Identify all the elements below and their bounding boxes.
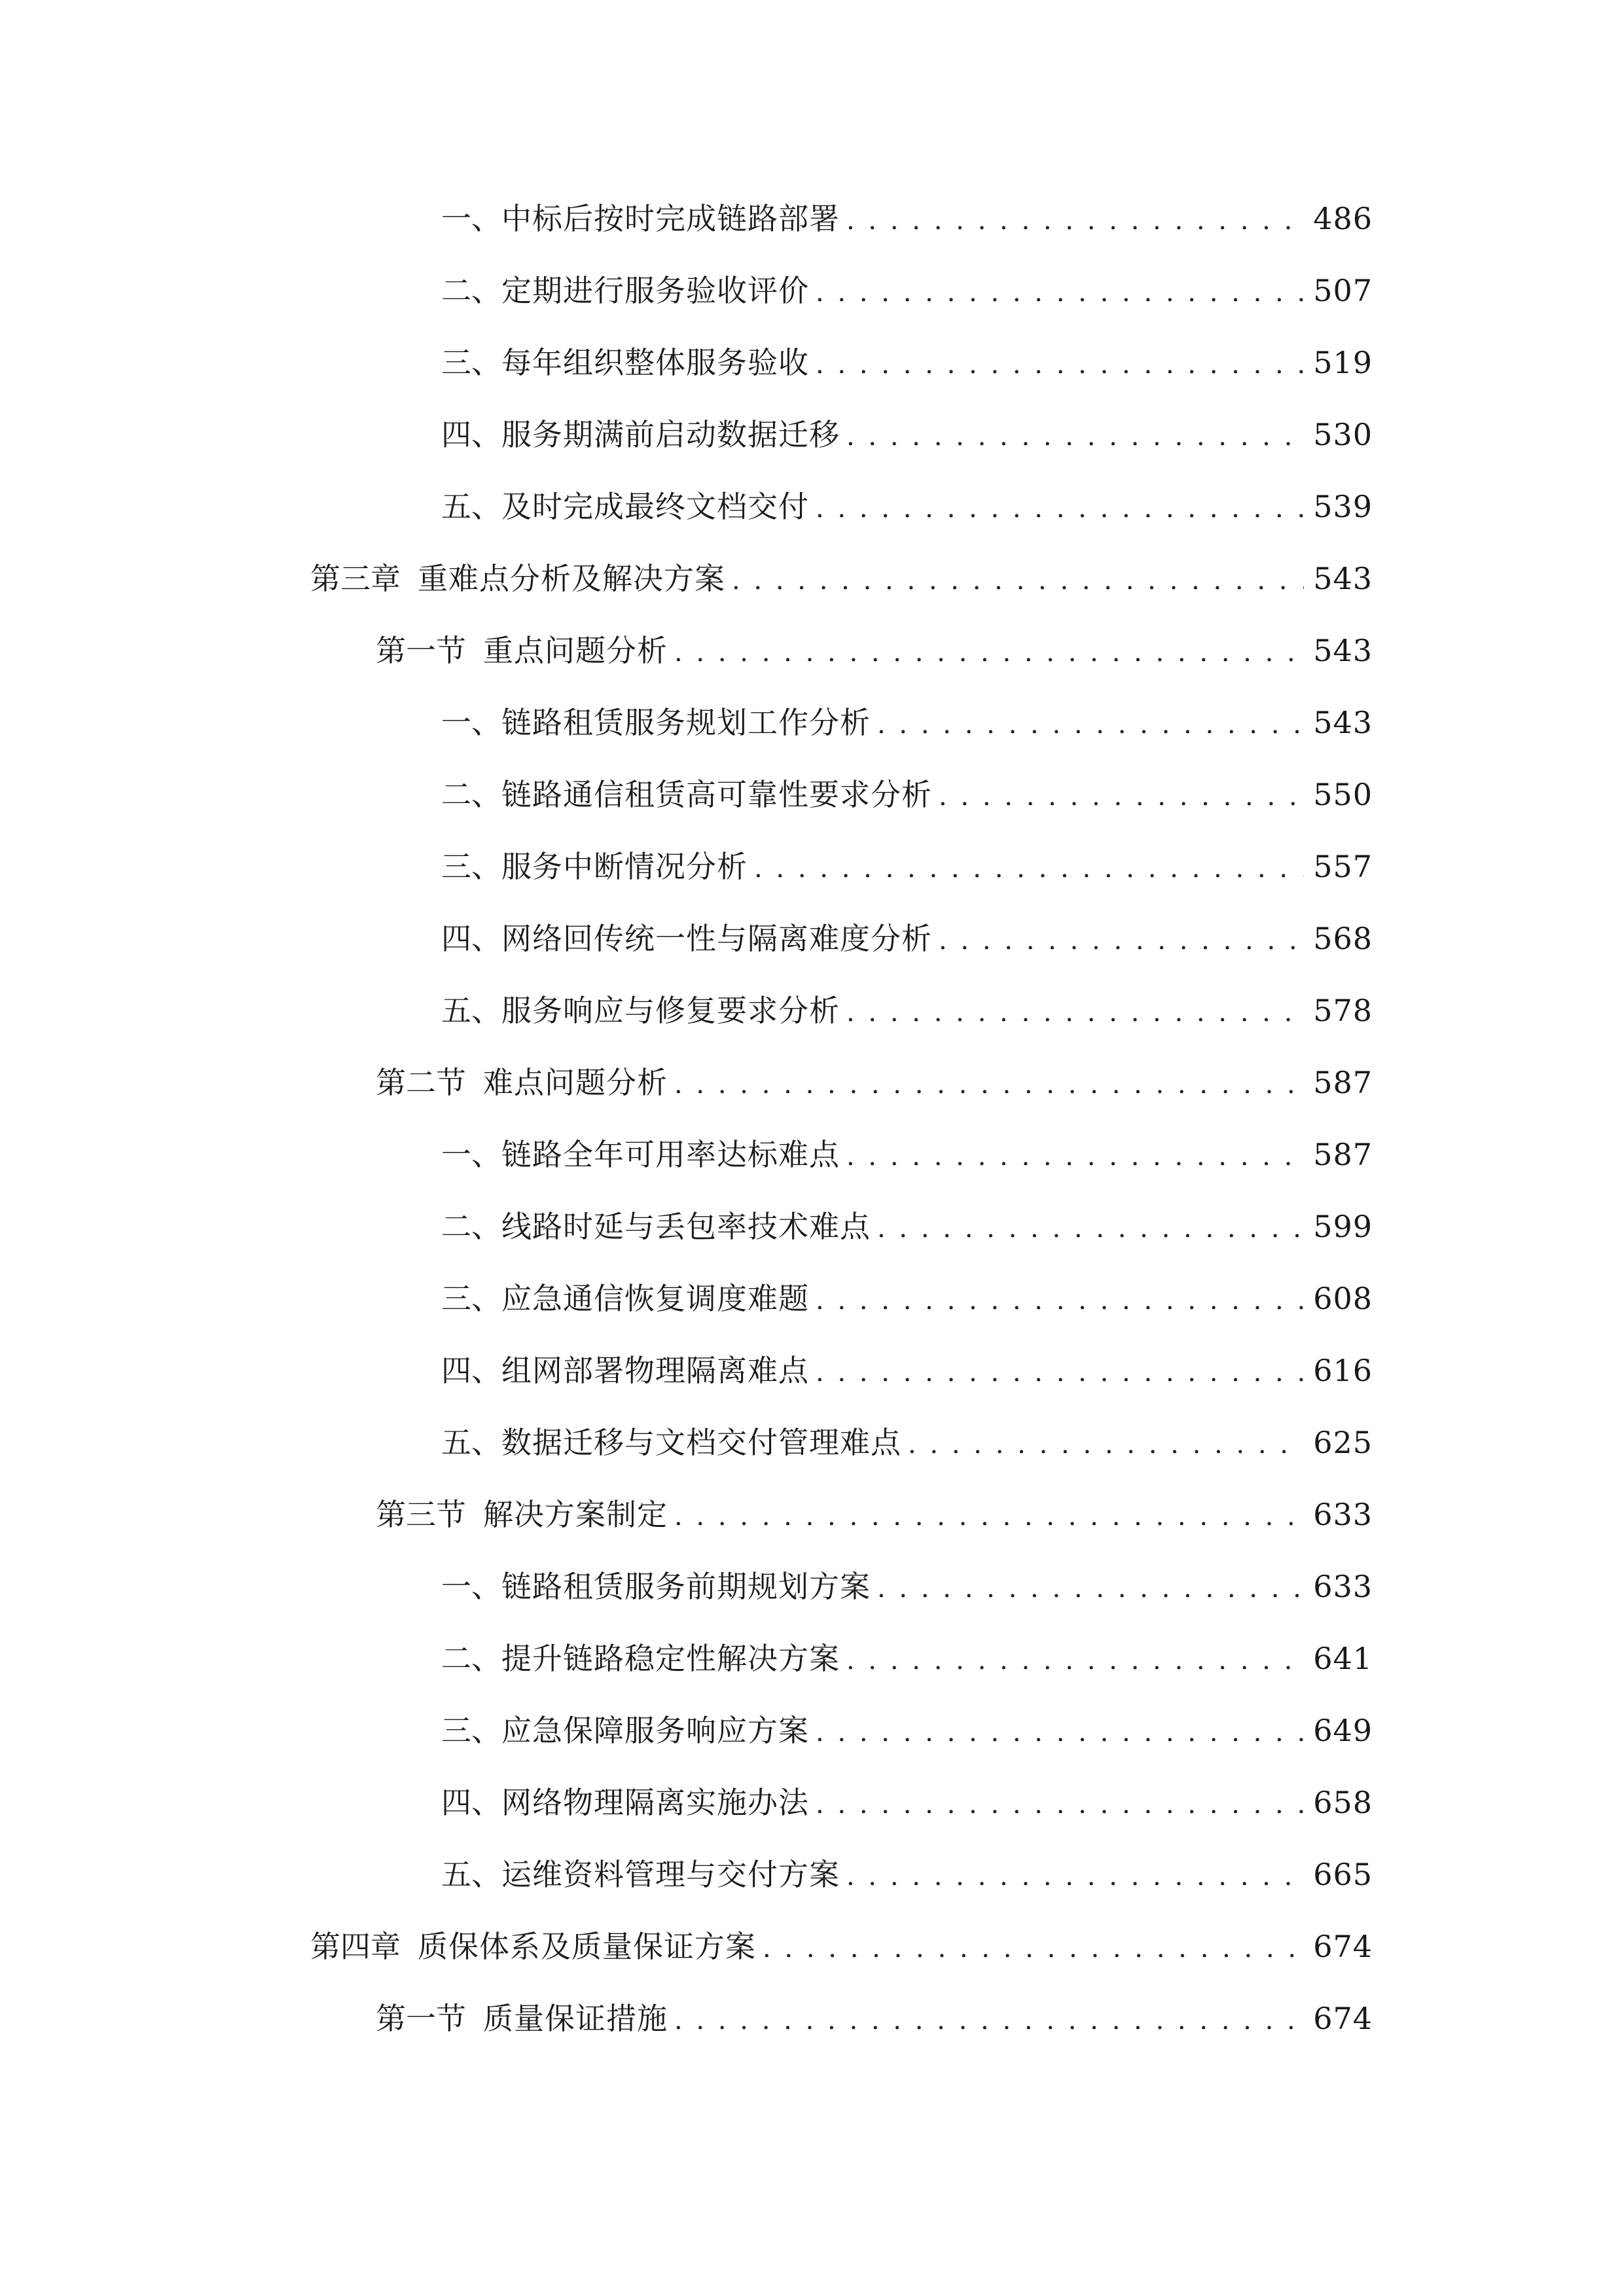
toc-entry-number: 三、 (441, 345, 501, 380)
toc-entry-item[interactable] (441, 1270, 1373, 1327)
toc-entry-number: 五、 (441, 993, 501, 1028)
toc-entry-section[interactable] (376, 1486, 1373, 1543)
toc-entry-title: 应急保障服务响应方案 (501, 1713, 809, 1748)
dot-leader (846, 192, 1304, 249)
dot-leader (674, 624, 1304, 681)
toc-entry-number: 四、 (441, 921, 501, 956)
toc-row (0, 910, 1624, 982)
dot-leader (816, 336, 1304, 393)
toc-entry-chapter[interactable] (310, 550, 1373, 607)
toc-entry-item[interactable] (441, 694, 1373, 751)
toc-entry-number: 二、 (441, 777, 501, 812)
toc-entry-page: 557 (1313, 849, 1373, 884)
toc-entry-title: 难点问题分析 (483, 1065, 668, 1100)
dot-leader (846, 1848, 1304, 1905)
dot-leader (816, 1344, 1304, 1401)
toc-entry-number: 三、 (441, 1281, 501, 1316)
toc-entry-page: 674 (1313, 1929, 1373, 1964)
dot-leader (674, 1992, 1304, 2049)
toc-row (0, 334, 1624, 406)
toc-row (0, 478, 1624, 550)
toc-row (0, 982, 1624, 1054)
dot-leader (754, 840, 1304, 897)
toc-entry-title: 链路租赁服务前期规划方案 (501, 1569, 871, 1604)
toc-entry-item[interactable] (441, 1126, 1373, 1183)
toc-row (0, 1918, 1624, 1990)
toc-entry-title: 数据迁移与文档交付管理难点 (501, 1425, 901, 1460)
toc-entry-number: 四、 (441, 1785, 501, 1820)
dot-leader (939, 912, 1304, 969)
toc-entry-item[interactable] (441, 1702, 1373, 1759)
toc-row (0, 190, 1624, 262)
table-of-contents (0, 190, 1624, 2062)
toc-row (0, 1702, 1624, 1774)
toc-entry-title: 质量保证措施 (483, 2001, 668, 2036)
toc-entry-page: 658 (1313, 1785, 1373, 1820)
toc-entry-page: 641 (1313, 1641, 1373, 1676)
toc-row (0, 1774, 1624, 1846)
dot-leader (816, 1704, 1304, 1761)
toc-row (0, 1342, 1624, 1414)
toc-entry-number: 三、 (441, 1713, 501, 1748)
dot-leader (939, 768, 1304, 825)
toc-entry-title: 服务期满前启动数据迁移 (501, 417, 840, 452)
toc-entry-section[interactable] (376, 622, 1373, 679)
toc-entry-page: 625 (1313, 1425, 1373, 1460)
dot-leader (846, 408, 1304, 465)
toc-entry-number: 二、 (441, 1209, 501, 1244)
toc-entry-page: 486 (1313, 201, 1373, 236)
toc-row (0, 1126, 1624, 1198)
dot-leader (816, 1776, 1304, 1833)
toc-row (0, 262, 1624, 334)
dot-leader (732, 552, 1304, 609)
dot-leader (877, 696, 1304, 753)
toc-row (0, 1630, 1624, 1702)
toc-entry-page: 530 (1313, 417, 1373, 452)
toc-entry-title: 网络回传统一性与隔离难度分析 (501, 921, 932, 956)
toc-row (0, 1990, 1624, 2062)
toc-entry-item[interactable] (441, 334, 1373, 391)
dot-leader (816, 1272, 1304, 1329)
toc-entry-item[interactable] (441, 1558, 1373, 1615)
dot-leader (846, 1128, 1304, 1185)
toc-entry-title: 网络物理隔离实施办法 (501, 1785, 809, 1820)
toc-entry-item[interactable] (441, 190, 1373, 247)
toc-entry-item[interactable] (441, 406, 1373, 463)
toc-row (0, 550, 1624, 622)
toc-entry-page: 507 (1313, 273, 1373, 308)
toc-entry-page: 543 (1313, 705, 1373, 740)
toc-entry-title: 链路租赁服务规划工作分析 (501, 705, 871, 740)
toc-entry-number: 三、 (441, 849, 501, 884)
toc-entry-page: 665 (1313, 1857, 1373, 1892)
toc-entry-item[interactable] (441, 838, 1373, 895)
dot-leader (846, 984, 1304, 1041)
toc-entry-item[interactable] (441, 766, 1373, 823)
toc-entry-title: 服务响应与修复要求分析 (501, 993, 840, 1028)
toc-entry-page: 633 (1313, 1497, 1373, 1532)
dot-leader (674, 1488, 1304, 1545)
toc-row (0, 406, 1624, 478)
toc-row (0, 1414, 1624, 1486)
toc-entry-number: 五、 (441, 1857, 501, 1892)
toc-entry-item[interactable] (441, 1414, 1373, 1471)
toc-row (0, 694, 1624, 766)
toc-entry-title: 服务中断情况分析 (501, 849, 748, 884)
toc-entry-page: 599 (1313, 1209, 1373, 1244)
toc-row (0, 838, 1624, 910)
toc-row (0, 622, 1624, 694)
dot-leader (877, 1560, 1304, 1617)
toc-entry-title: 线路时延与丢包率技术难点 (501, 1209, 871, 1244)
toc-row (0, 1198, 1624, 1270)
toc-entry-title: 运维资料管理与交付方案 (501, 1857, 840, 1892)
toc-entry-number: 一、 (441, 1569, 501, 1604)
toc-entry-page: 649 (1313, 1713, 1373, 1748)
toc-entry-number: 五、 (441, 1425, 501, 1460)
toc-entry-title: 解决方案制定 (483, 1497, 668, 1532)
toc-row (0, 1054, 1624, 1126)
toc-entry-number: 一、 (441, 201, 501, 236)
toc-row (0, 766, 1624, 838)
toc-entry-item[interactable] (441, 262, 1373, 319)
toc-entry-item[interactable] (441, 1630, 1373, 1687)
toc-entry-title: 链路全年可用率达标难点 (501, 1137, 840, 1172)
toc-entry-title: 每年组织整体服务验收 (501, 345, 809, 380)
toc-entry-item[interactable] (441, 1198, 1373, 1255)
dot-leader (877, 1200, 1304, 1257)
toc-entry-page: 608 (1313, 1281, 1373, 1316)
dot-leader (816, 264, 1304, 321)
toc-entry-number: 一、 (441, 1137, 501, 1172)
toc-entry-number: 第一节 (376, 633, 466, 668)
toc-row (0, 1270, 1624, 1342)
toc-entry-number: 第四章 (310, 1929, 401, 1964)
toc-row (0, 1558, 1624, 1630)
toc-entry-section[interactable] (376, 1054, 1373, 1111)
toc-entry-number: 第三章 (310, 561, 401, 596)
toc-entry-item[interactable] (441, 1774, 1373, 1831)
dot-leader (763, 1920, 1304, 1977)
toc-entry-section[interactable] (376, 1990, 1373, 2047)
toc-entry-number: 二、 (441, 1641, 501, 1676)
toc-entry-page: 587 (1313, 1137, 1373, 1172)
toc-entry-page: 519 (1313, 345, 1373, 380)
toc-entry-number: 第三节 (376, 1497, 466, 1532)
toc-entry-title: 定期进行服务验收评价 (501, 273, 809, 308)
toc-row (0, 1846, 1624, 1918)
toc-entry-page: 550 (1313, 777, 1373, 812)
toc-entry-page: 578 (1313, 993, 1373, 1028)
toc-entry-title: 重点问题分析 (483, 633, 668, 668)
dot-leader (846, 1632, 1304, 1689)
toc-entry-item[interactable] (441, 478, 1373, 535)
toc-entry-page: 587 (1313, 1065, 1373, 1100)
toc-entry-page: 539 (1313, 489, 1373, 524)
toc-entry-title: 应急通信恢复调度难题 (501, 1281, 809, 1316)
toc-entry-item[interactable] (441, 1342, 1373, 1399)
toc-entry-title: 质保体系及质量保证方案 (418, 1929, 756, 1964)
toc-entry-number: 四、 (441, 1353, 501, 1388)
dot-leader (674, 1056, 1304, 1113)
toc-entry-item[interactable] (441, 1846, 1373, 1903)
toc-entry-number: 第一节 (376, 2001, 466, 2036)
toc-entry-title: 提升链路稳定性解决方案 (501, 1641, 840, 1676)
toc-entry-title: 组网部署物理隔离难点 (501, 1353, 809, 1388)
toc-entry-title: 中标后按时完成链路部署 (501, 201, 840, 236)
toc-entry-page: 674 (1313, 2001, 1373, 2036)
toc-entry-item[interactable] (441, 910, 1373, 967)
toc-entry-page: 616 (1313, 1353, 1373, 1388)
toc-entry-title: 链路通信租赁高可靠性要求分析 (501, 777, 932, 812)
dot-leader (908, 1416, 1304, 1473)
toc-entry-title: 重难点分析及解决方案 (418, 561, 725, 596)
toc-entry-number: 四、 (441, 417, 501, 452)
toc-row (0, 1486, 1624, 1558)
toc-entry-number: 第二节 (376, 1065, 466, 1100)
toc-entry-item[interactable] (441, 982, 1373, 1039)
toc-entry-page: 543 (1313, 561, 1373, 596)
toc-entry-number: 二、 (441, 273, 501, 308)
toc-entry-page: 633 (1313, 1569, 1373, 1604)
toc-entry-page: 568 (1313, 921, 1373, 956)
toc-entry-number: 五、 (441, 489, 501, 524)
toc-entry-page: 543 (1313, 633, 1373, 668)
toc-entry-title: 及时完成最终文档交付 (501, 489, 809, 524)
toc-entry-chapter[interactable] (310, 1918, 1373, 1975)
dot-leader (816, 480, 1304, 537)
toc-entry-number: 一、 (441, 705, 501, 740)
